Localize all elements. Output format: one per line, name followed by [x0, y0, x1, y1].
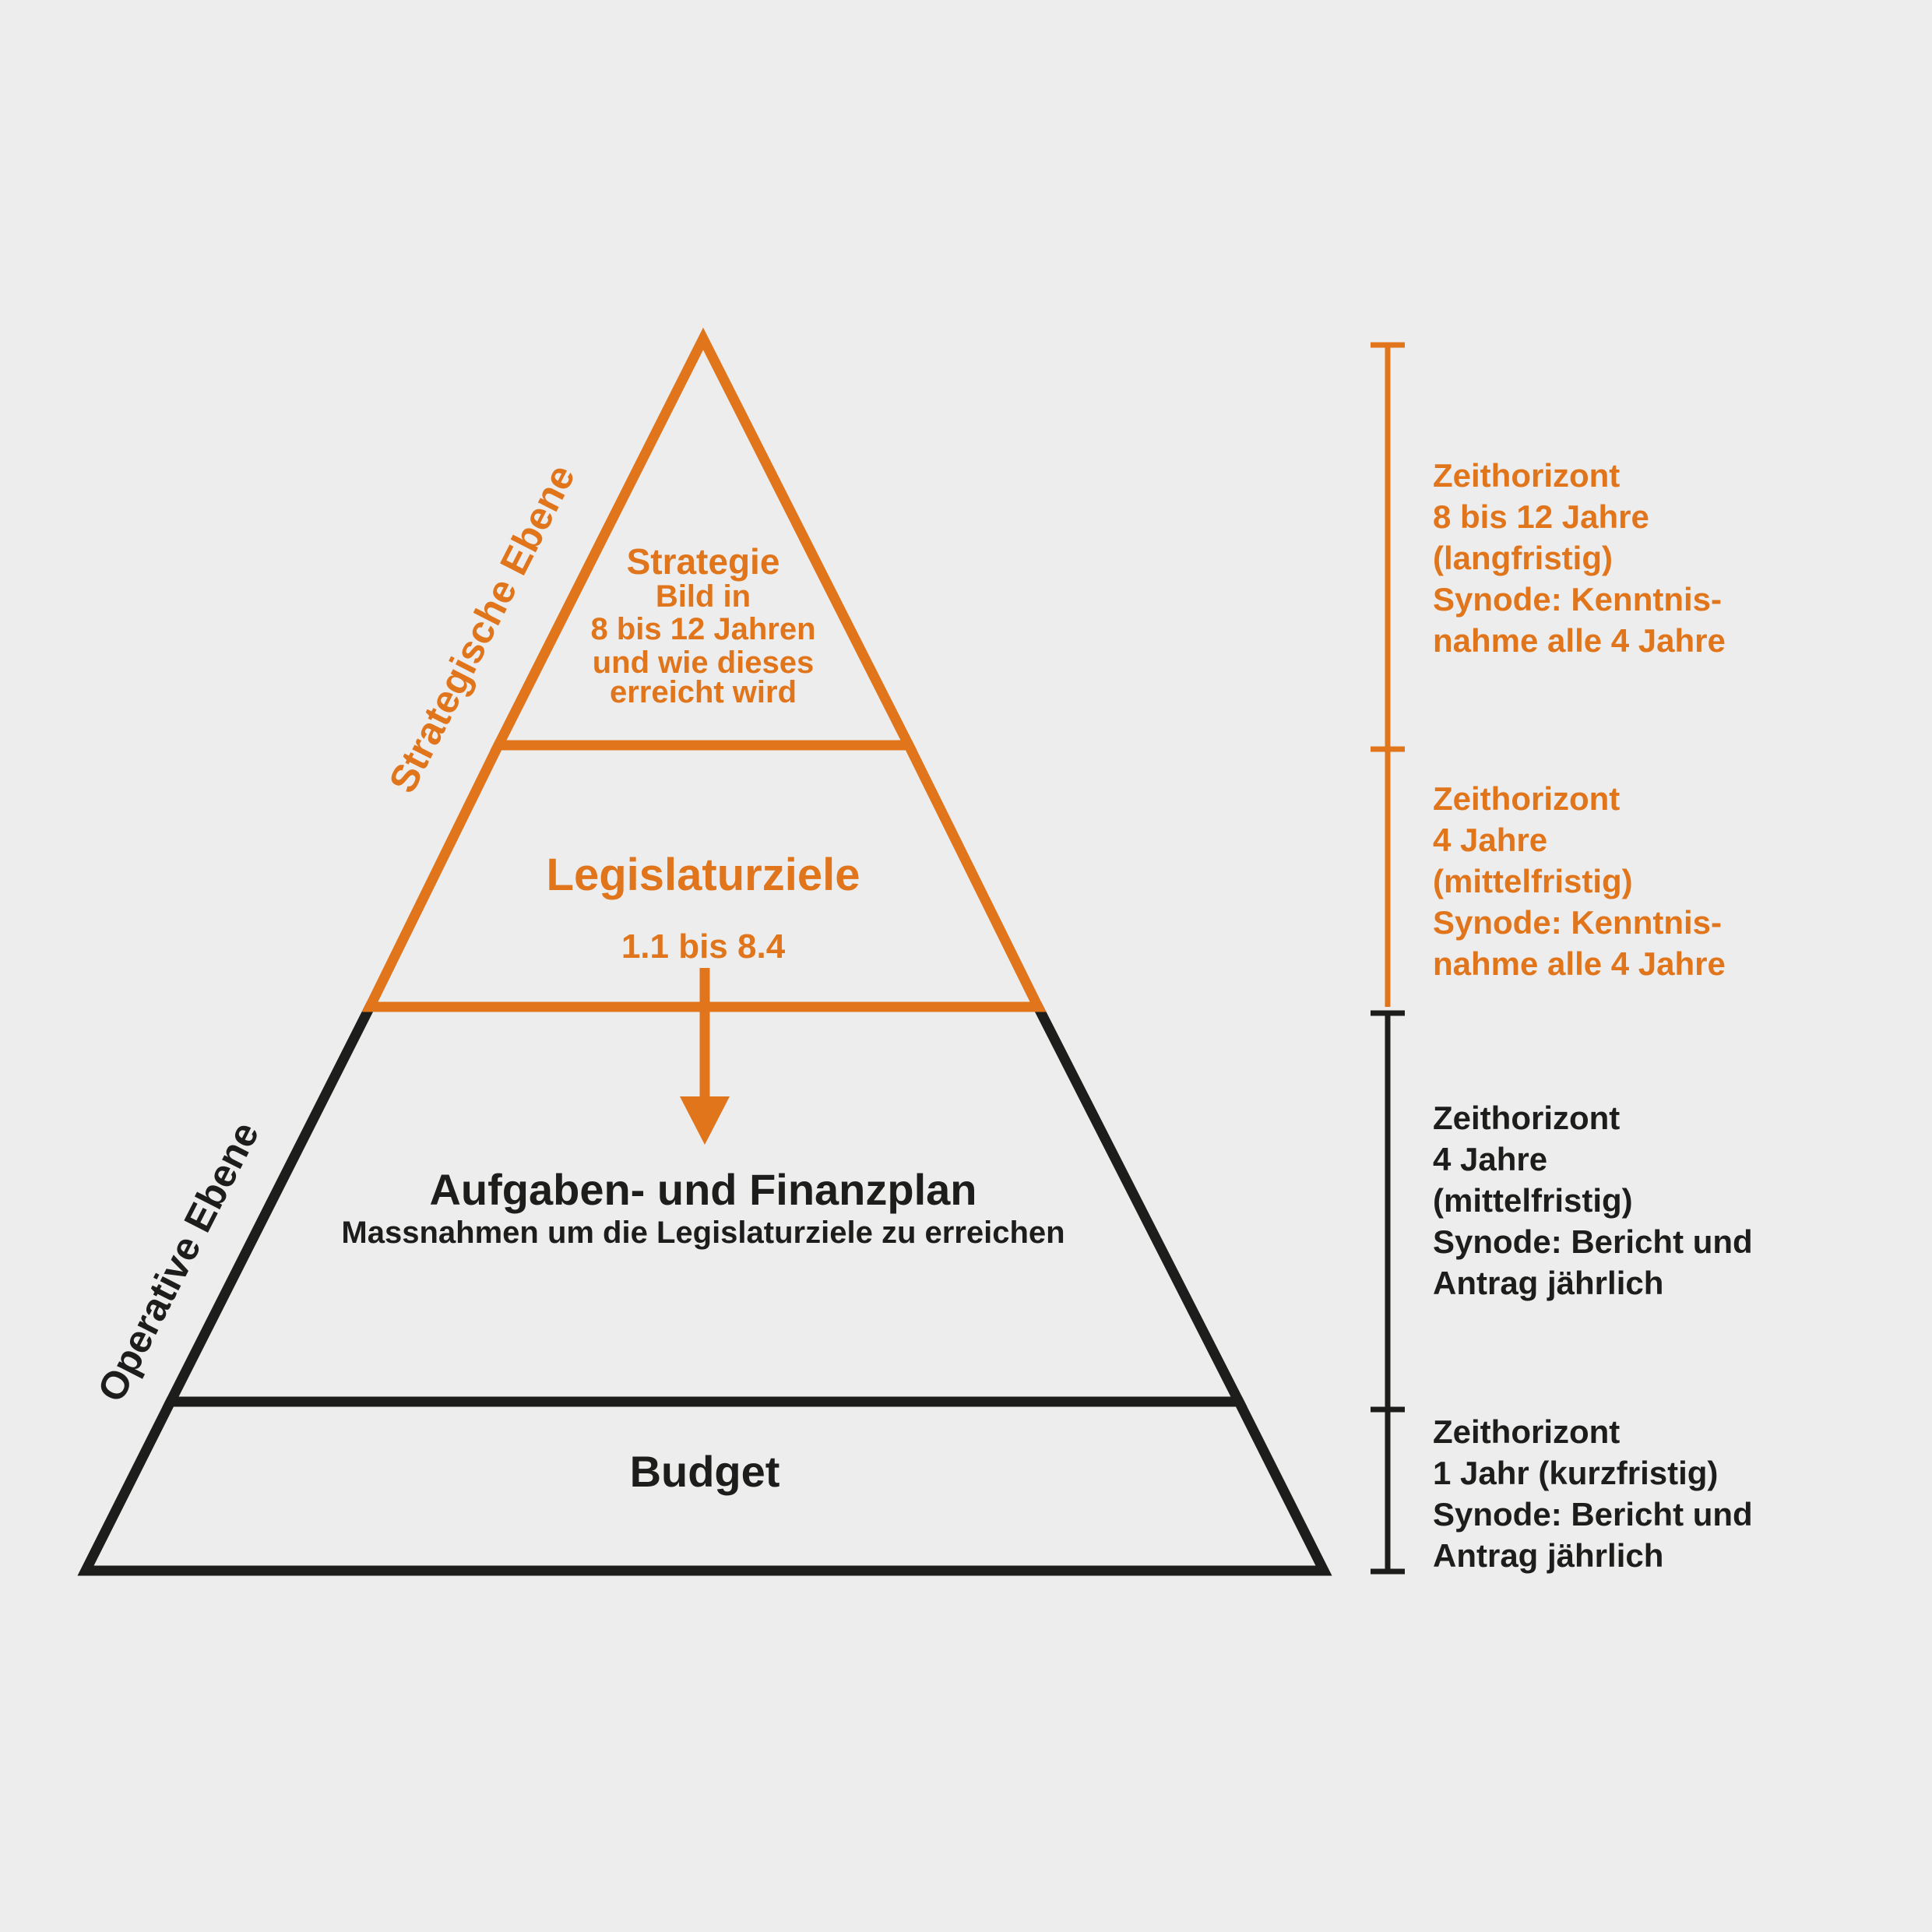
legislaturziele-range: 1.1 bis 8.4 — [621, 927, 786, 966]
legislaturziele-title: Legislaturziele — [546, 850, 860, 900]
strategie-line-3: und wie dieses — [592, 646, 815, 680]
timeline-block-budget — [1433, 1413, 1753, 1574]
timeline-block-3-line-4: Synode: Bericht und — [1433, 1223, 1753, 1260]
timeline-block-3-line-3: (mittelfristig) — [1433, 1182, 1633, 1219]
timeline-block-strategie — [1433, 457, 1726, 659]
timeline-block-3-line-2: 4 Jahre — [1433, 1141, 1548, 1177]
strategische-ebene-label: Strategische Ebene — [380, 457, 584, 800]
strategie-line-4: erreicht wird — [609, 675, 797, 709]
timeline-block-1-line-3: (langfristig) — [1433, 540, 1613, 576]
timeline-block-2-line-3: (mittelfristig) — [1433, 863, 1633, 899]
legislaturziele-level-text — [547, 850, 860, 966]
strategie-level-text — [590, 541, 815, 709]
timeline-block-1-line-4: Synode: Kenntnis- — [1433, 581, 1723, 618]
aufgaben-finanzplan-title: Aufgaben- und Finanzplan — [429, 1165, 977, 1214]
aufgaben-finanzplan-subtitle: Massnahmen um die Legislaturziele zu erreichen — [341, 1216, 1065, 1250]
aufgaben-finanzplan-level-text — [341, 1165, 1065, 1250]
strategie-line-1: Bild in — [655, 579, 751, 614]
timeline-block-1-line-1: Zeithorizont — [1433, 457, 1621, 494]
timeline-block-3-line-5: Antrag jährlich — [1433, 1265, 1664, 1301]
timeline-block-aufgaben — [1433, 1100, 1753, 1301]
timeline-block-4-line-2: 1 Jahr (kurzfristig) — [1433, 1455, 1719, 1491]
timeline-block-1-line-5: nahme alle 4 Jahre — [1433, 622, 1726, 659]
timeline-block-2-line-1: Zeithorizont — [1433, 780, 1621, 817]
timeline-block-4-line-3: Synode: Bericht und — [1433, 1496, 1753, 1533]
strategie-line-2: 8 bis 12 Jahren — [590, 612, 816, 646]
timeline-block-1-line-2: 8 bis 12 Jahre — [1433, 498, 1649, 535]
timeline-block-4-line-4: Antrag jährlich — [1433, 1537, 1664, 1574]
timeline-block-4-line-1: Zeithorizont — [1433, 1413, 1621, 1450]
timeline-block-2-line-4: Synode: Kenntnis- — [1433, 904, 1723, 941]
timeline-block-legislaturziele — [1433, 780, 1726, 982]
legislatur-arrow-head-icon — [680, 1096, 730, 1145]
timeline-axis — [1371, 345, 1405, 1571]
timeline-block-3-line-1: Zeithorizont — [1433, 1100, 1621, 1136]
timeline-block-2-line-5: nahme alle 4 Jahre — [1433, 945, 1726, 982]
strategie-title: Strategie — [626, 541, 780, 582]
budget-title: Budget — [629, 1447, 780, 1496]
operative-ebene-label: Operative Ebene — [89, 1114, 268, 1409]
timeline-block-2-line-2: 4 Jahre — [1433, 822, 1548, 858]
budget-level-text — [630, 1447, 780, 1496]
